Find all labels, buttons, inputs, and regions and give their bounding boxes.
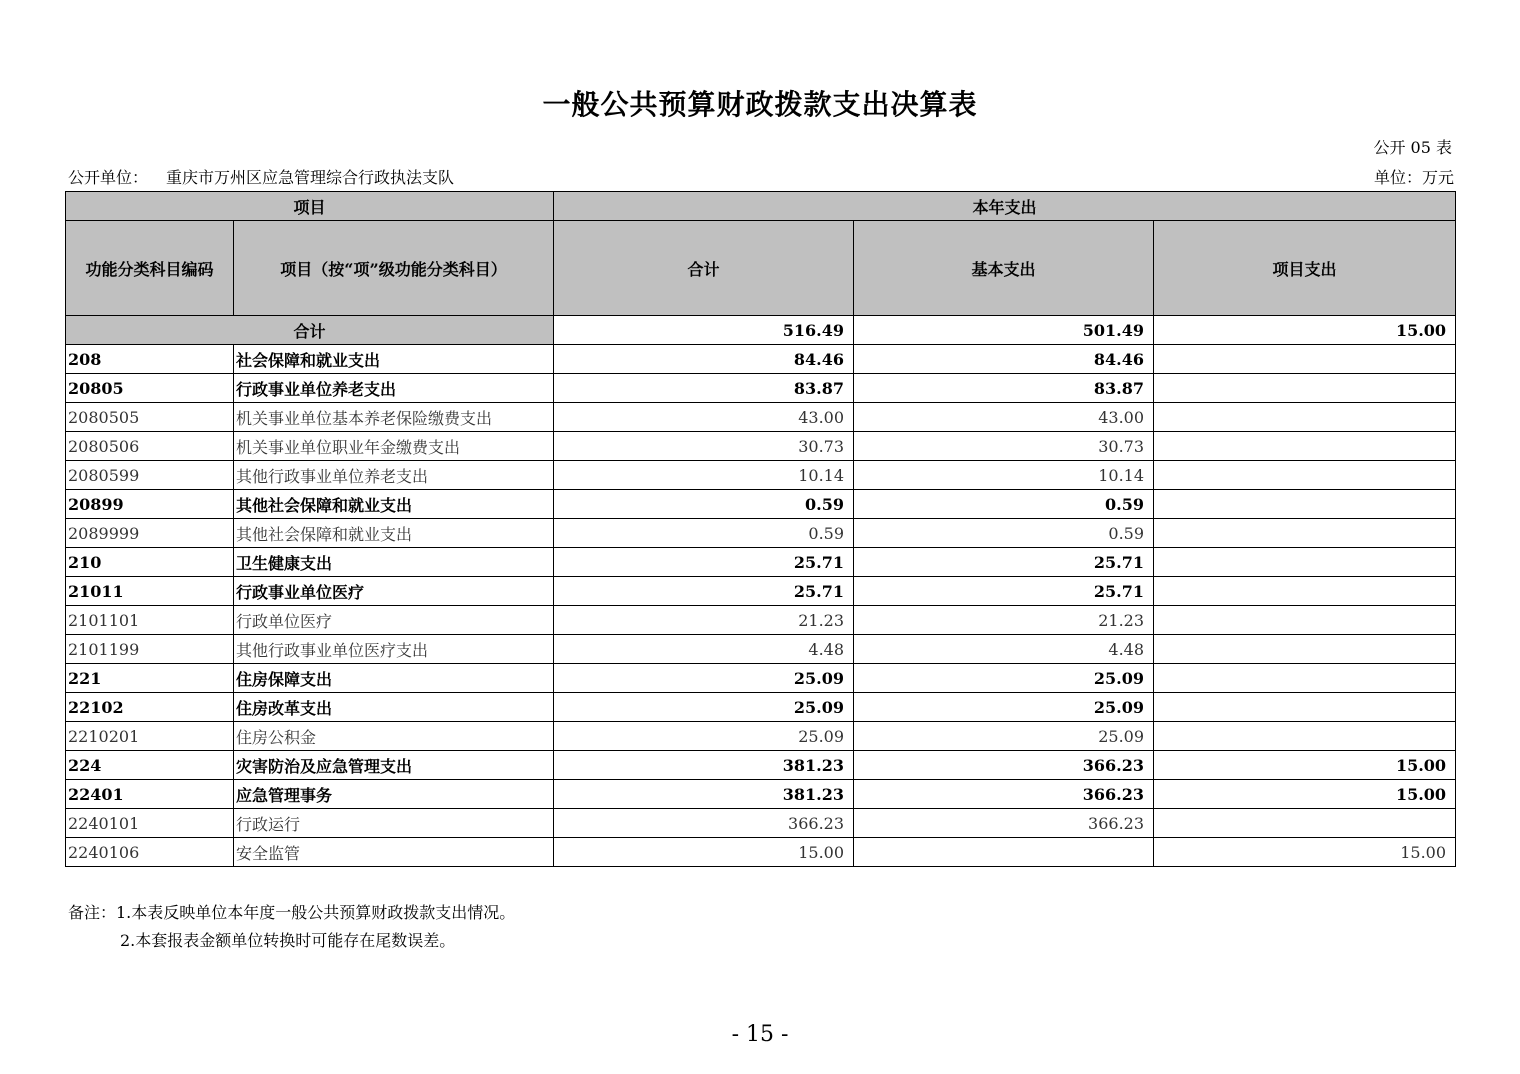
table-row: [66, 432, 1456, 461]
row-project: [1154, 693, 1456, 722]
row-name: 应急管理事务: [234, 780, 554, 809]
money-unit: 单位：万元: [1373, 168, 1454, 187]
row-project: [1154, 490, 1456, 519]
page-number: - 15 -: [731, 1022, 789, 1047]
total-basic: 501.49: [854, 316, 1154, 345]
table-row: [66, 693, 1456, 722]
row-basic: 25.71: [854, 577, 1154, 606]
row-name: 住房保障支出: [234, 664, 554, 693]
row-project: [1154, 548, 1456, 577]
row-total: 0.59: [554, 490, 854, 519]
row-basic: 366.23: [854, 780, 1154, 809]
row-name: 安全监管: [234, 838, 554, 867]
table-row: [66, 461, 1456, 490]
row-project: [1154, 461, 1456, 490]
header-basic: 基本支出: [854, 221, 1154, 316]
row-total: 21.23: [554, 606, 854, 635]
row-name: 住房改革支出: [234, 693, 554, 722]
row-code: 2080506: [66, 432, 234, 461]
row-total: 15.00: [554, 838, 854, 867]
row-basic: 83.87: [854, 374, 1154, 403]
row-code: 2080599: [66, 461, 234, 490]
row-basic: 25.09: [854, 722, 1154, 751]
row-name: 行政事业单位养老支出: [234, 374, 554, 403]
total-project: 15.00: [1154, 316, 1456, 345]
row-name: 机关事业单位基本养老保险缴费支出: [234, 403, 554, 432]
header-total: 合计: [554, 221, 854, 316]
header-project-exp: 项目支出: [1154, 221, 1456, 316]
row-code: 22401: [66, 780, 234, 809]
row-code: 2101101: [66, 606, 234, 635]
form-number: 公开 05 表: [1373, 138, 1452, 157]
row-project: 15.00: [1154, 838, 1456, 867]
row-name: 卫生健康支出: [234, 548, 554, 577]
row-project: [1154, 577, 1456, 606]
row-basic: 0.59: [854, 490, 1154, 519]
row-basic: 25.71: [854, 548, 1154, 577]
row-code: 2240101: [66, 809, 234, 838]
budget-table: [65, 191, 1456, 867]
header-project: 项目: [66, 192, 554, 221]
row-basic: 25.09: [854, 693, 1154, 722]
row-total: 10.14: [554, 461, 854, 490]
table-row: [66, 403, 1456, 432]
row-basic: 43.00: [854, 403, 1154, 432]
row-total: 381.23: [554, 751, 854, 780]
row-project: [1154, 432, 1456, 461]
table-row: [66, 635, 1456, 664]
row-project: [1154, 635, 1456, 664]
row-name: 其他行政事业单位医疗支出: [234, 635, 554, 664]
row-basic: 366.23: [854, 751, 1154, 780]
table-row: [66, 838, 1456, 867]
row-code: 22102: [66, 693, 234, 722]
row-name: 住房公积金: [234, 722, 554, 751]
row-code: 21011: [66, 577, 234, 606]
header-row-1: [66, 192, 1456, 221]
org-label: 公开单位：: [68, 168, 149, 187]
row-code: 20899: [66, 490, 234, 519]
table-row: [66, 809, 1456, 838]
header-name: 项目（按“项”级功能分类科目）: [234, 221, 554, 316]
row-code: 2210201: [66, 722, 234, 751]
total-row: [66, 316, 1456, 345]
table-row: [66, 345, 1456, 374]
row-basic: 0.59: [854, 519, 1154, 548]
row-code: 2089999: [66, 519, 234, 548]
total-amount: 516.49: [554, 316, 854, 345]
row-project: [1154, 403, 1456, 432]
row-basic: 30.73: [854, 432, 1154, 461]
row-project: [1154, 374, 1456, 403]
row-code: 208: [66, 345, 234, 374]
page-title: 一般公共预算财政拨款支出决算表: [542, 88, 978, 121]
total-label: 合计: [66, 316, 554, 345]
org-name: 重庆市万州区应急管理综合行政执法支队: [166, 168, 455, 187]
row-name: 行政单位医疗: [234, 606, 554, 635]
table-row: [66, 490, 1456, 519]
row-name: 机关事业单位职业年金缴费支出: [234, 432, 554, 461]
row-total: 25.09: [554, 664, 854, 693]
row-total: 43.00: [554, 403, 854, 432]
table-row: [66, 606, 1456, 635]
row-project: [1154, 519, 1456, 548]
row-code: 2101199: [66, 635, 234, 664]
row-total: 30.73: [554, 432, 854, 461]
row-total: 4.48: [554, 635, 854, 664]
table-row: [66, 519, 1456, 548]
table-row: [66, 577, 1456, 606]
row-basic: 4.48: [854, 635, 1154, 664]
row-name: 行政运行: [234, 809, 554, 838]
row-name: 行政事业单位医疗: [234, 577, 554, 606]
row-basic: 21.23: [854, 606, 1154, 635]
row-total: 0.59: [554, 519, 854, 548]
note-2: 2.本套报表金额单位转换时可能存在尾数误差。: [120, 931, 456, 950]
note-1: 备注：1.本表反映单位本年度一般公共预算财政拨款支出情况。: [68, 903, 516, 922]
row-total: 366.23: [554, 809, 854, 838]
table-row: [66, 664, 1456, 693]
notes: [68, 899, 515, 955]
row-total: 381.23: [554, 780, 854, 809]
row-project: 15.00: [1154, 751, 1456, 780]
row-project: [1154, 345, 1456, 374]
row-project: [1154, 606, 1456, 635]
row-total: 25.09: [554, 693, 854, 722]
row-name: 社会保障和就业支出: [234, 345, 554, 374]
row-name: 其他行政事业单位养老支出: [234, 461, 554, 490]
row-basic: 25.09: [854, 664, 1154, 693]
row-total: 84.46: [554, 345, 854, 374]
row-code: 2080505: [66, 403, 234, 432]
row-total: 83.87: [554, 374, 854, 403]
row-name: 其他社会保障和就业支出: [234, 490, 554, 519]
row-total: 25.09: [554, 722, 854, 751]
row-basic: 84.46: [854, 345, 1154, 374]
header-row-2: [66, 221, 1456, 316]
table-row: [66, 780, 1456, 809]
row-code: 210: [66, 548, 234, 577]
row-code: 224: [66, 751, 234, 780]
row-total: 25.71: [554, 577, 854, 606]
row-name: 灾害防治及应急管理支出: [234, 751, 554, 780]
row-project: [1154, 664, 1456, 693]
header-code: 功能分类科目编码: [66, 221, 234, 316]
table-row: [66, 722, 1456, 751]
row-basic: [854, 838, 1154, 867]
row-project: [1154, 722, 1456, 751]
row-basic: 10.14: [854, 461, 1154, 490]
row-code: 221: [66, 664, 234, 693]
row-name: 其他社会保障和就业支出: [234, 519, 554, 548]
row-code: 20805: [66, 374, 234, 403]
table-row: [66, 751, 1456, 780]
row-basic: 366.23: [854, 809, 1154, 838]
row-total: 25.71: [554, 548, 854, 577]
row-project: 15.00: [1154, 780, 1456, 809]
table-row: [66, 548, 1456, 577]
table-row: [66, 374, 1456, 403]
unit-line: [68, 165, 1454, 188]
row-project: [1154, 809, 1456, 838]
row-code: 2240106: [66, 838, 234, 867]
header-current-year: 本年支出: [554, 192, 1456, 221]
